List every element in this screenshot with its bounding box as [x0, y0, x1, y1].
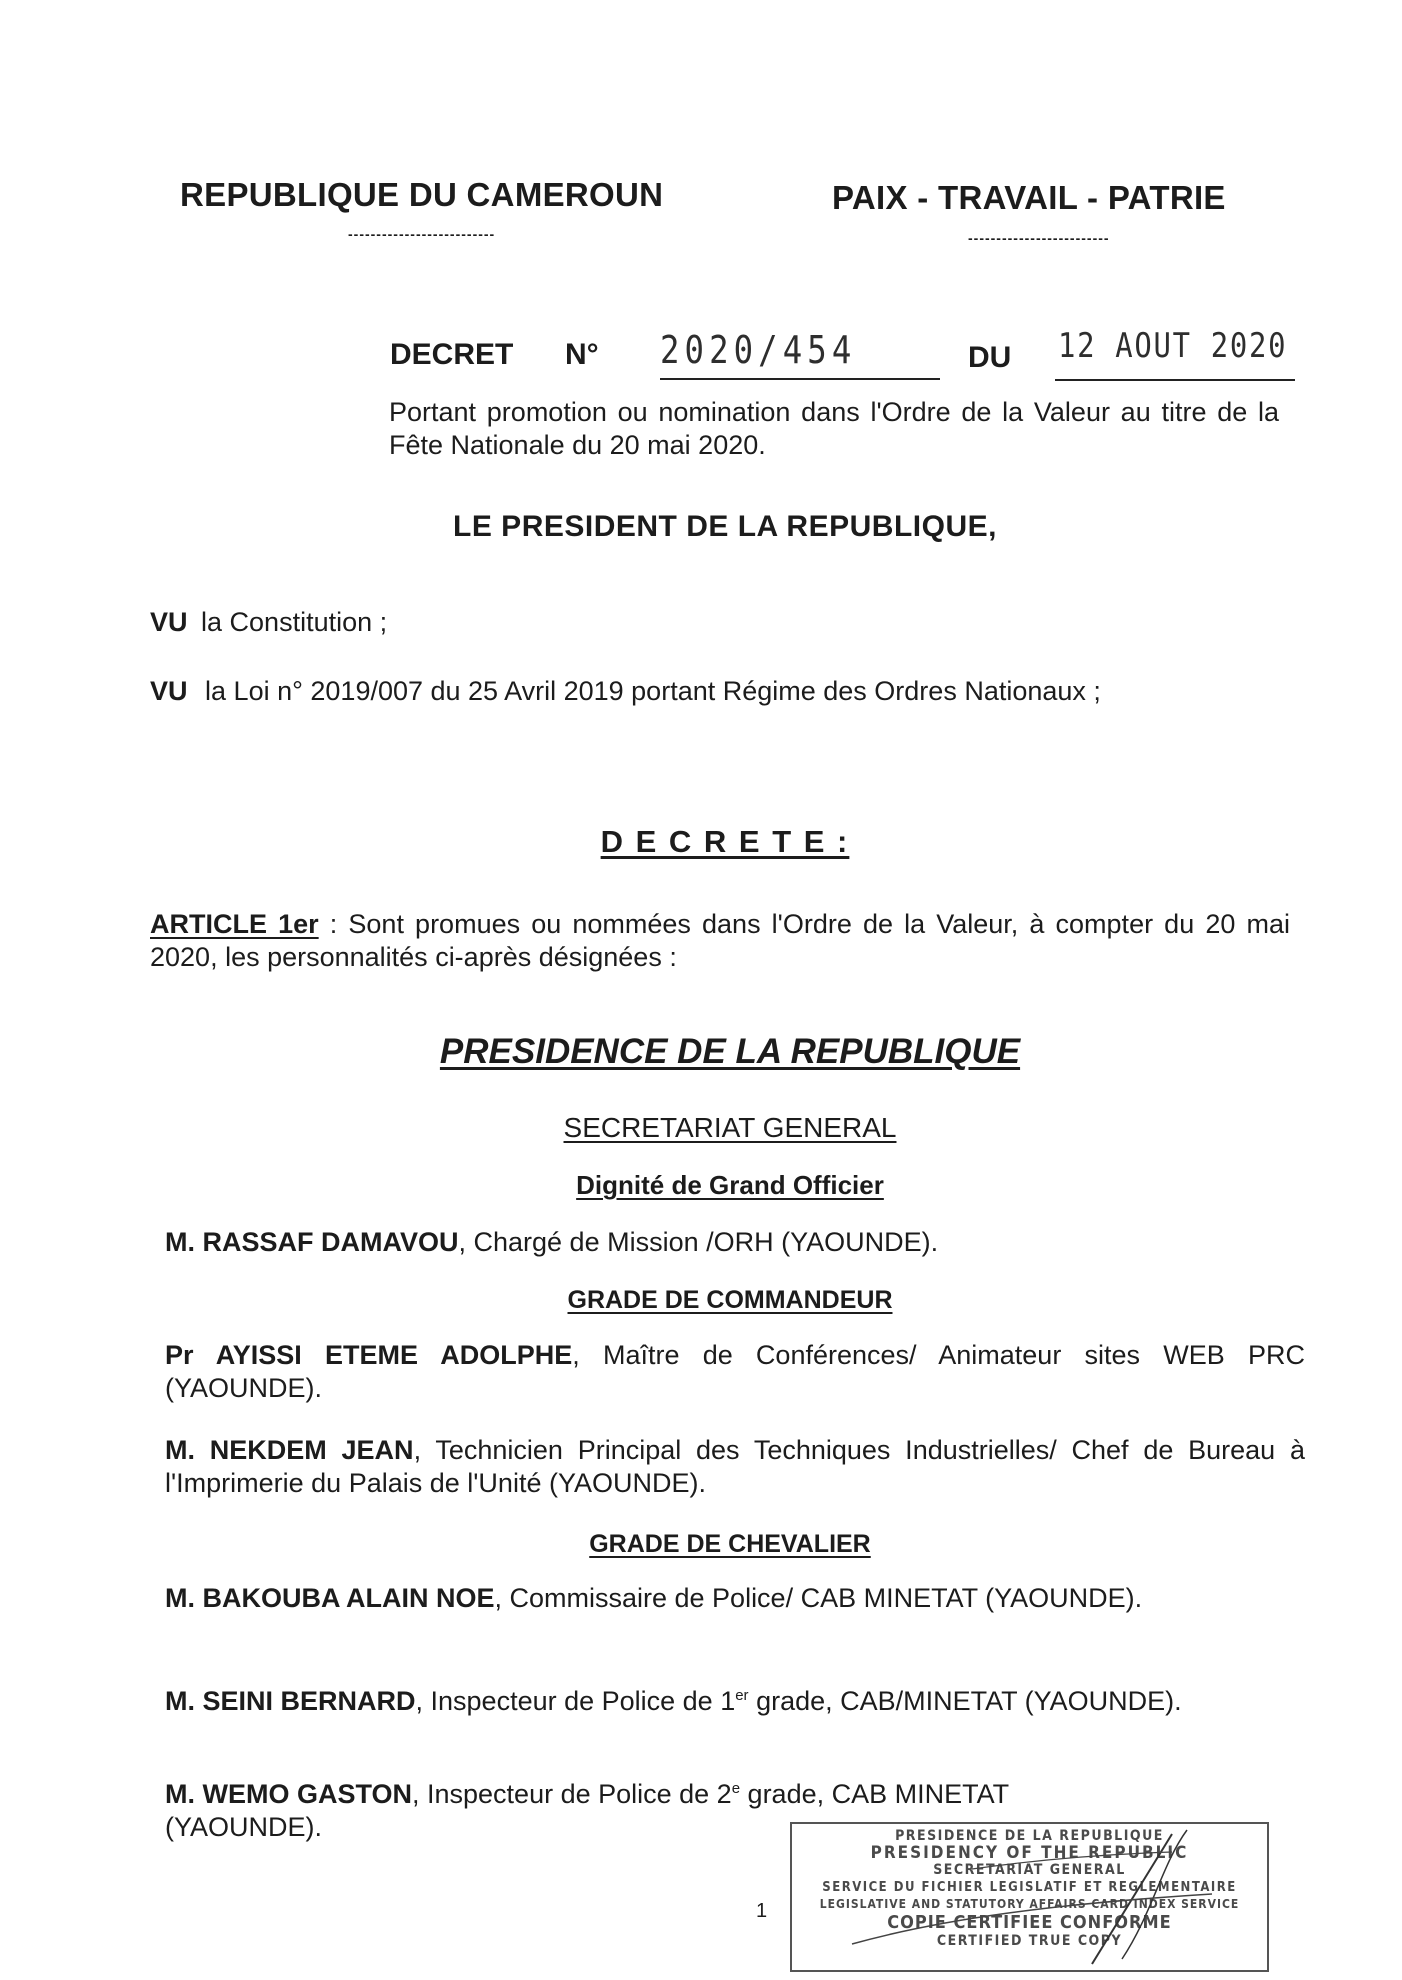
motto-title-divider: ------------------------- [968, 230, 1110, 246]
stamp-line: LEGISLATIVE AND STATUTORY AFFAIRS CARD INDEX SERVICE [819, 1897, 1240, 1911]
person-name: M. WEMO GASTON [165, 1779, 412, 1809]
decree-subject: Portant promotion ou nomination dans l'Ordre de la Valeur au titre de la Fête Nationale du 20 mai 2020. [389, 397, 1279, 460]
grade-chevalier: GRADE DE CHEVALIER [589, 1530, 871, 1558]
certification-stamp [790, 1822, 1269, 1972]
motto-title: PAIX - TRAVAIL - PATRIE [832, 179, 1226, 216]
decree-date: 12 AOUT 2020 [1058, 326, 1288, 366]
country-title: REPUBLIQUE DU CAMEROUN [180, 176, 664, 213]
person-name: M. SEINI BERNARD [165, 1686, 416, 1716]
person-desc-sup: e [731, 1780, 741, 1797]
person-desc-sup: er [735, 1687, 749, 1704]
vu-law [150, 675, 1101, 708]
vu-label: VU [150, 676, 188, 706]
person-bakouba [165, 1582, 1305, 1615]
decree-number: 2020/454 [660, 328, 857, 372]
decree-label: DECRET [390, 338, 514, 371]
person-name: M. RASSAF DAMAVOU [165, 1227, 459, 1257]
decree-date-label: DU [968, 341, 1012, 374]
country-title-divider: -------------------------- [348, 226, 496, 242]
article-label: ARTICLE 1er [150, 909, 319, 939]
decrete-heading: D E C R E T E : [600, 824, 850, 859]
person-desc: , Maître de Conférences/ Animateur sites WEB PRC (YAOUNDE). [165, 1340, 1305, 1403]
article-1 [150, 908, 1290, 974]
person-seini [165, 1679, 1305, 1718]
subsection-title: SECRETARIAT GENERAL [563, 1112, 897, 1143]
page-number: 1 [756, 1900, 768, 1922]
decree-number-underline [660, 378, 940, 380]
stamp-line: COPIE CERTIFIEE CONFORME [887, 1912, 1172, 1933]
decree-number-label: N° [565, 338, 599, 371]
grade-grand-officier: Dignité de Grand Officier [576, 1170, 884, 1200]
vu-text: la Constitution ; [201, 607, 388, 637]
person-desc: , Technicien Principal des Techniques Industrielles/ Chef de Bureau à l'Imprimerie du Palais de l'Unité (YAOUNDE). [165, 1435, 1305, 1498]
president-heading: LE PRESIDENT DE LA REPUBLIQUE, [453, 510, 997, 543]
person-ayissi [165, 1339, 1305, 1405]
person-desc: , Inspecteur de Police de 1 [415, 1686, 736, 1716]
section-title: PRESIDENCE DE LA REPUBLIQUE [439, 1032, 1021, 1071]
grade-commandeur: GRADE DE COMMANDEUR [567, 1286, 893, 1314]
person-rassaf [165, 1226, 1305, 1259]
vu-constitution [150, 606, 387, 639]
article-text: : Sont promues ou nommées dans l'Ordre de la Valeur, à compter du 20 mai 2020, les personnalités ci-après désignées : [150, 909, 1290, 972]
person-desc: grade, CAB/MINETAT (YAOUNDE). [748, 1686, 1182, 1716]
stamp-line: PRESIDENCE DE LA REPUBLIQUE [895, 1828, 1164, 1844]
stamp-signature-icon [792, 1824, 1267, 1970]
person-name: M. BAKOUBA ALAIN NOE [165, 1583, 495, 1613]
person-name: M. NEKDEM JEAN [165, 1435, 414, 1465]
person-desc: , Inspecteur de Police de 2 [412, 1779, 732, 1809]
stamp-line: CERTIFIED TRUE COPY [936, 1933, 1123, 1949]
person-nekdem [165, 1434, 1305, 1500]
decree-date-underline [1055, 379, 1295, 381]
stamp-line: SECRETARIAT GENERAL [933, 1862, 1126, 1878]
stamp-line: PRESIDENCY OF THE REPUBLIC [870, 1843, 1189, 1863]
vu-label: VU [150, 607, 188, 637]
person-name: Pr AYISSI ETEME ADOLPHE [165, 1340, 573, 1370]
stamp-line: SERVICE DU FICHIER LEGISLATIF ET REGLEMENTAIRE [822, 1880, 1237, 1895]
person-desc: grade, CAB MINETAT (YAOUNDE). [165, 1779, 1009, 1842]
person-desc: , Chargé de Mission /ORH (YAOUNDE). [458, 1227, 939, 1257]
person-desc: , Commissaire de Police/ CAB MINETAT (YAOUNDE). [494, 1583, 1143, 1613]
vu-text: la Loi n° 2019/007 du 25 Avril 2019 portant Régime des Ordres Nationaux ; [205, 676, 1101, 706]
